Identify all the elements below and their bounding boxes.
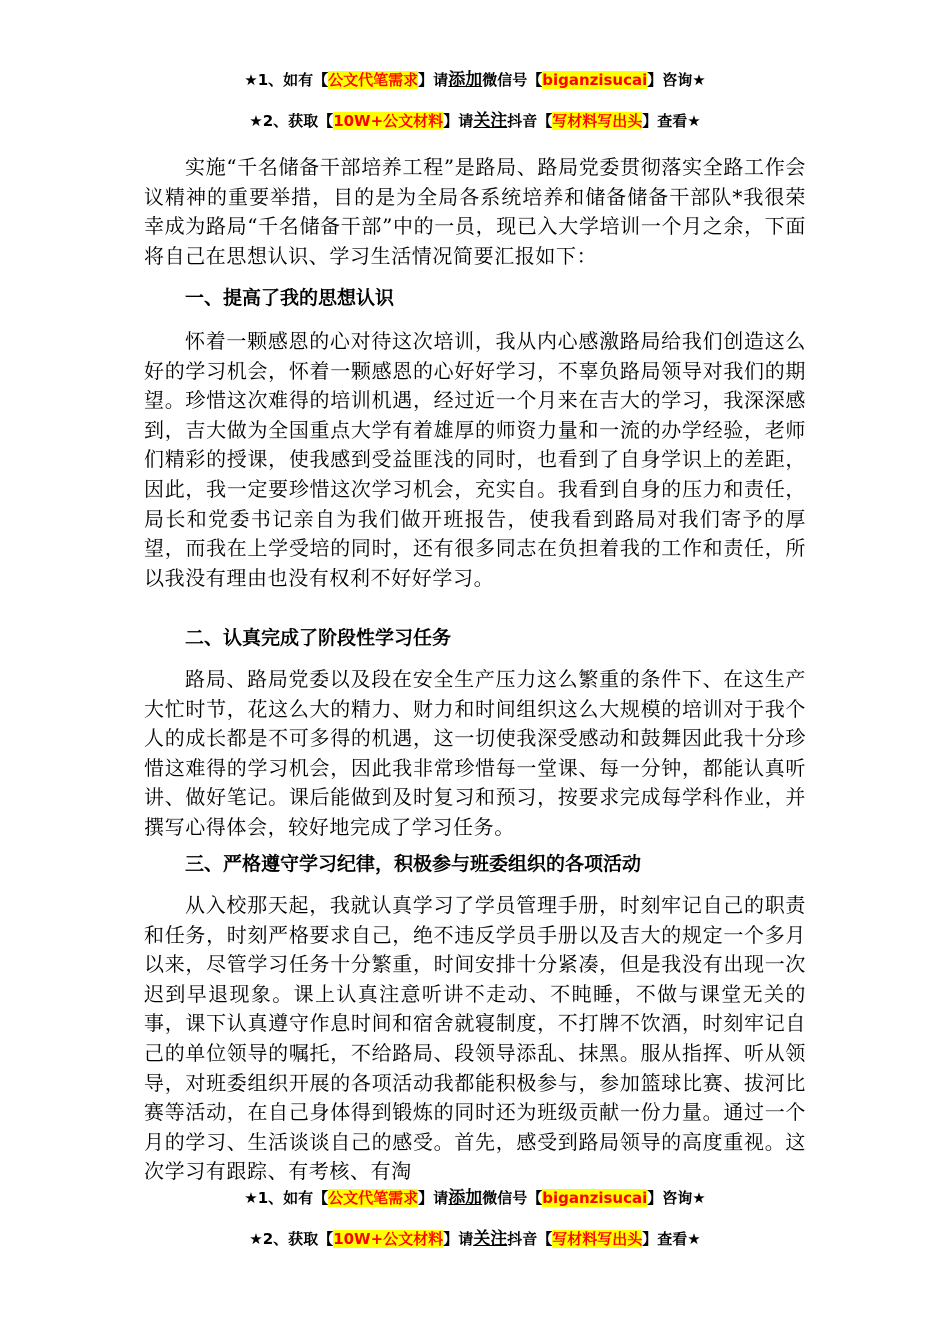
banner-douyin-id: 写材料写出头 bbox=[552, 112, 643, 130]
banner-text: 微信号【 bbox=[482, 1189, 543, 1207]
top-banner-line-1 bbox=[0, 69, 950, 91]
banner-highlight: 10W+公文材料 bbox=[333, 1230, 444, 1248]
banner-highlight: 10W+公文材料 bbox=[333, 112, 444, 130]
banner-emphasis: 添加 bbox=[448, 1188, 483, 1208]
banner-text: 微信号【 bbox=[482, 71, 543, 89]
banner-text: 】请 bbox=[418, 1189, 449, 1207]
banner-prefix: ★2、获取【 bbox=[249, 112, 334, 130]
banner-suffix: 】查看★ bbox=[642, 1230, 701, 1248]
section-paragraph-1: 怀着一颗感恩的心对待这次培训，我从内心感激路局给我们创造这么好的学习机会，怀着一颗感恩的心好好学习，不辜负路局领导对我们的期望。珍惜这次难得的培训机遇，经过近一个月来在吉大的学习，我深深感到，吉大做为全国重点大学有着雄厚的师资力量和一流的办学经验，老师们精彩的授课，使我感到受益匪浅的同时，也看到了自身学识上的差距，因此，我一定要珍惜这次学习机会，充实自。我看到自身的压力和责任，局长和党委书记亲自为我们做开班报告，使我看到路局对我们寄予的厚望，而我在上学受培的同时，还有很多同志在负担着我的工作和责任，所以我没有理由也没有权利不好好学习。 bbox=[144, 329, 806, 590]
section-heading-1: 一、提高了我的思想认识 bbox=[185, 287, 395, 309]
banner-text: 】请 bbox=[443, 112, 474, 130]
banner-prefix: ★1、如有【 bbox=[244, 71, 329, 89]
section-heading-2: 二、认真完成了阶段性学习任务 bbox=[185, 627, 452, 649]
banner-wechat-id: biganzisucai bbox=[542, 71, 648, 89]
banner-wechat-id: biganzisucai bbox=[542, 1189, 648, 1207]
section-heading-3: 三、严格遵守学习纪律，积极参与班委组织的各项活动 bbox=[185, 853, 642, 875]
banner-suffix: 】咨询★ bbox=[647, 1189, 706, 1207]
bottom-banner-line-1 bbox=[0, 1187, 950, 1209]
banner-prefix: ★2、获取【 bbox=[249, 1230, 334, 1248]
banner-highlight: 公文代笔需求 bbox=[328, 1189, 419, 1207]
banner-emphasis: 关注 bbox=[473, 1229, 508, 1249]
bottom-banner-line-2 bbox=[0, 1228, 950, 1250]
banner-text: 】请 bbox=[443, 1230, 474, 1248]
banner-prefix: ★1、如有【 bbox=[244, 1189, 329, 1207]
banner-text: 抖音【 bbox=[507, 1230, 553, 1248]
banner-highlight: 公文代笔需求 bbox=[328, 71, 419, 89]
banner-emphasis: 关注 bbox=[473, 111, 508, 131]
intro-paragraph: 实施“千名储备干部培养工程”是路局、路局党委贯彻落实全路工作会议精神的重要举措，目的是为全局各系统培养和储备储备干部队*我很荣幸成为路局“千名储备干部”中的一员，现已入大学培训一个月之余，下面将自己在思想认识、学习生活情况简要汇报如下： bbox=[144, 155, 806, 268]
banner-text: 】请 bbox=[418, 71, 449, 89]
banner-emphasis: 添加 bbox=[448, 70, 483, 90]
banner-suffix: 】查看★ bbox=[642, 112, 701, 130]
section-paragraph-3: 从入校那天起，我就认真学习了学员管理手册，时刻牢记自己的职责和任务，时刻严格要求自己，绝不违反学员手册以及吉大的规定一个多月以来，尽管学习任务十分繁重，时间安排十分紧凑，但是我没有出现一次迟到早退现象。课上认真注意听讲不走动、不盹睡，不做与课堂无关的事，课下认真遵守作息时间和宿舍就寝制度，不打牌不饮酒，时刻牢记自己的单位领导的嘱托，不给路局、段领导添乱、抹黑。服从指挥、听从领导，对班委组织开展的各项活动我都能积极参与，参加篮球比赛、拔河比赛等活动，在自己身体得到锻炼的同时还为班级贡献一份力量。通过一个月的学习、生活谈谈自己的感受。首先，感受到路局领导的高度重视。这次学习有跟踪、有考核、有淘 bbox=[144, 893, 806, 1184]
banner-suffix: 】咨询★ bbox=[647, 71, 706, 89]
banner-text: 抖音【 bbox=[507, 112, 553, 130]
section-paragraph-2: 路局、路局党委以及段在安全生产压力这么繁重的条件下、在这生产大忙时节，花这么大的精力、财力和时间组织这么大规模的培训对于我个人的成长都是不可多得的机遇，这一切使我深受感动和鼓舞因此我十分珍惜这难得的学习机会，因此我非常珍惜每一堂课、每一分钟，都能认真听讲、做好笔记。课后能做到及时复习和预习，按要求完成每学科作业，并撰写心得体会，较好地完成了学习任务。 bbox=[144, 667, 806, 839]
top-banner-line-2 bbox=[0, 110, 950, 132]
banner-douyin-id: 写材料写出头 bbox=[552, 1230, 643, 1248]
